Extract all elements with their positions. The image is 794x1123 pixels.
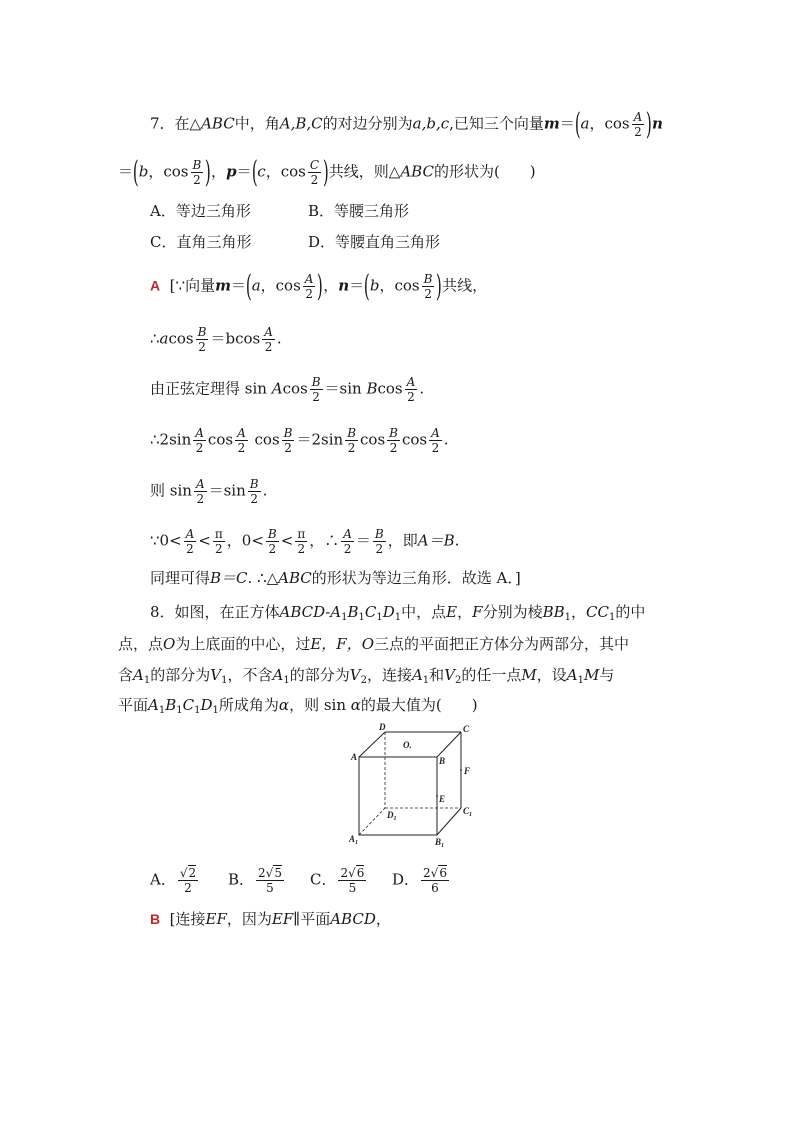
point-f [460,769,462,771]
q7-solution-line-2: ∴acos $\frac{B}{2}$ ＝bcos $\frac{A}{2}$ . [150,325,282,354]
q7-solution-line-5: 则 sin $\frac{A}{2}$ ＝sin $\frac{B}{2}$ . [150,477,268,506]
q7-options-row-1 [150,200,409,222]
cube-figure [345,720,485,850]
q7-solution-line-4: ∴2sin $\frac{A}{2}$ cos $\frac{A}{2}$ cos $\frac{B}{2}$ ＝2sin $\frac{B}{2}$ cos $\frac{B}{2}$ cos $\frac{A}{2}$ . [150,426,449,455]
q8-line-1: 8．如图，在正方体ABCD-$A_1B_1C_1D_1$中，点E，F分别为棱$BB_1$，$CC_1$的中 [150,603,646,623]
cube-edge-b1c1 [437,808,461,835]
q7-solution-line-6: ∵0< $\frac{A}{2}$ < $\frac{\pi}{2}$ ，0< $\frac{B}{2}$ < $\frac{\pi}{2}$ ，∴ $\frac{A}{2}$ ＝ $\frac{B}{2}$ ，即A＝B. [150,527,460,556]
q7-solution-line-1: A [∵向量m＝(a，cos $\frac{A}{2}$ )，n＝(b，cos $\frac{B}{2}$ )共线， [150,268,488,304]
q8-line-4: 平面$A_1B_1C_1D_1$所成角为α，则 sin α的最大值为( ) [118,696,478,716]
q8-options [150,866,451,895]
q8-option-b: B． $\frac{2√5}{5}$ [228,866,282,895]
q7-solution-line-7: 同理可得B＝C. ∴△ABC的形状为等边三角形．故选 A．] [150,569,521,587]
q8-answer: B [150,911,161,927]
label-a: A [351,752,358,762]
label-o: O. [403,740,412,750]
q8-solution-line-1: B [连接EF，因为EF∥平面ABCD， [150,910,391,928]
label-c1: $C_1$ [463,806,473,818]
label-d: D [379,722,386,732]
q7-solution-line-3: 由正弦定理得 sin Acos $\frac{B}{2}$ ＝sin Bcos $\frac{A}{2}$ . [150,375,425,404]
q8-option-c: C． $\frac{2√6}{5}$ [310,866,365,895]
label-c: C [463,724,470,734]
cube-edge-bc [437,732,461,757]
cube-edge-ad [359,732,385,757]
q7-line-2: ＝(b，cos $\frac{B}{2}$ )，p＝(c，cos $\frac{C}{2}$ )共线，则△ABC的形状为( ) [118,154,536,190]
cube-edge-a1d1-hidden [359,808,385,835]
label-b1: $B_1$ [435,837,445,849]
q8-option-d: D． $\frac{2√6}{6}$ [392,866,447,895]
point-e [436,795,438,797]
q7-line-1: 7．在△ABC中，角A,B,C的对边分别为a,b,c,已知三个向量m＝(a，cos $\frac{A}{2}$ )n [150,106,663,142]
q8-option-a: A． $\frac{√2}{2}$ [150,866,197,895]
label-d1: $D_1$ [387,810,397,822]
q7-option-c: C．直角三角形 [150,233,252,251]
label-a1: $A_1$ [349,834,359,846]
q8-line-3: 含$A_1$的部分为$V_1$，不含$A_1$的部分为$V_2$，连接$A_1$和$V_2$的任一点M，设$A_1M$与 [118,666,615,686]
q7-option-b: B．等腰三角形 [308,202,410,220]
q7-option-a: A．等边三角形 [150,202,251,220]
q7-answer: A [150,277,161,294]
q7-options-row-2 [150,231,440,253]
label-f: F [464,766,471,776]
q8-line-2: 点，点O为上底面的中心，过E，F，O三点的平面把正方体分为两部分，其中 [118,635,630,653]
label-e: E [439,794,446,804]
q7-option-d: D．等腰直角三角形 [308,233,441,251]
label-b: B [439,756,446,766]
